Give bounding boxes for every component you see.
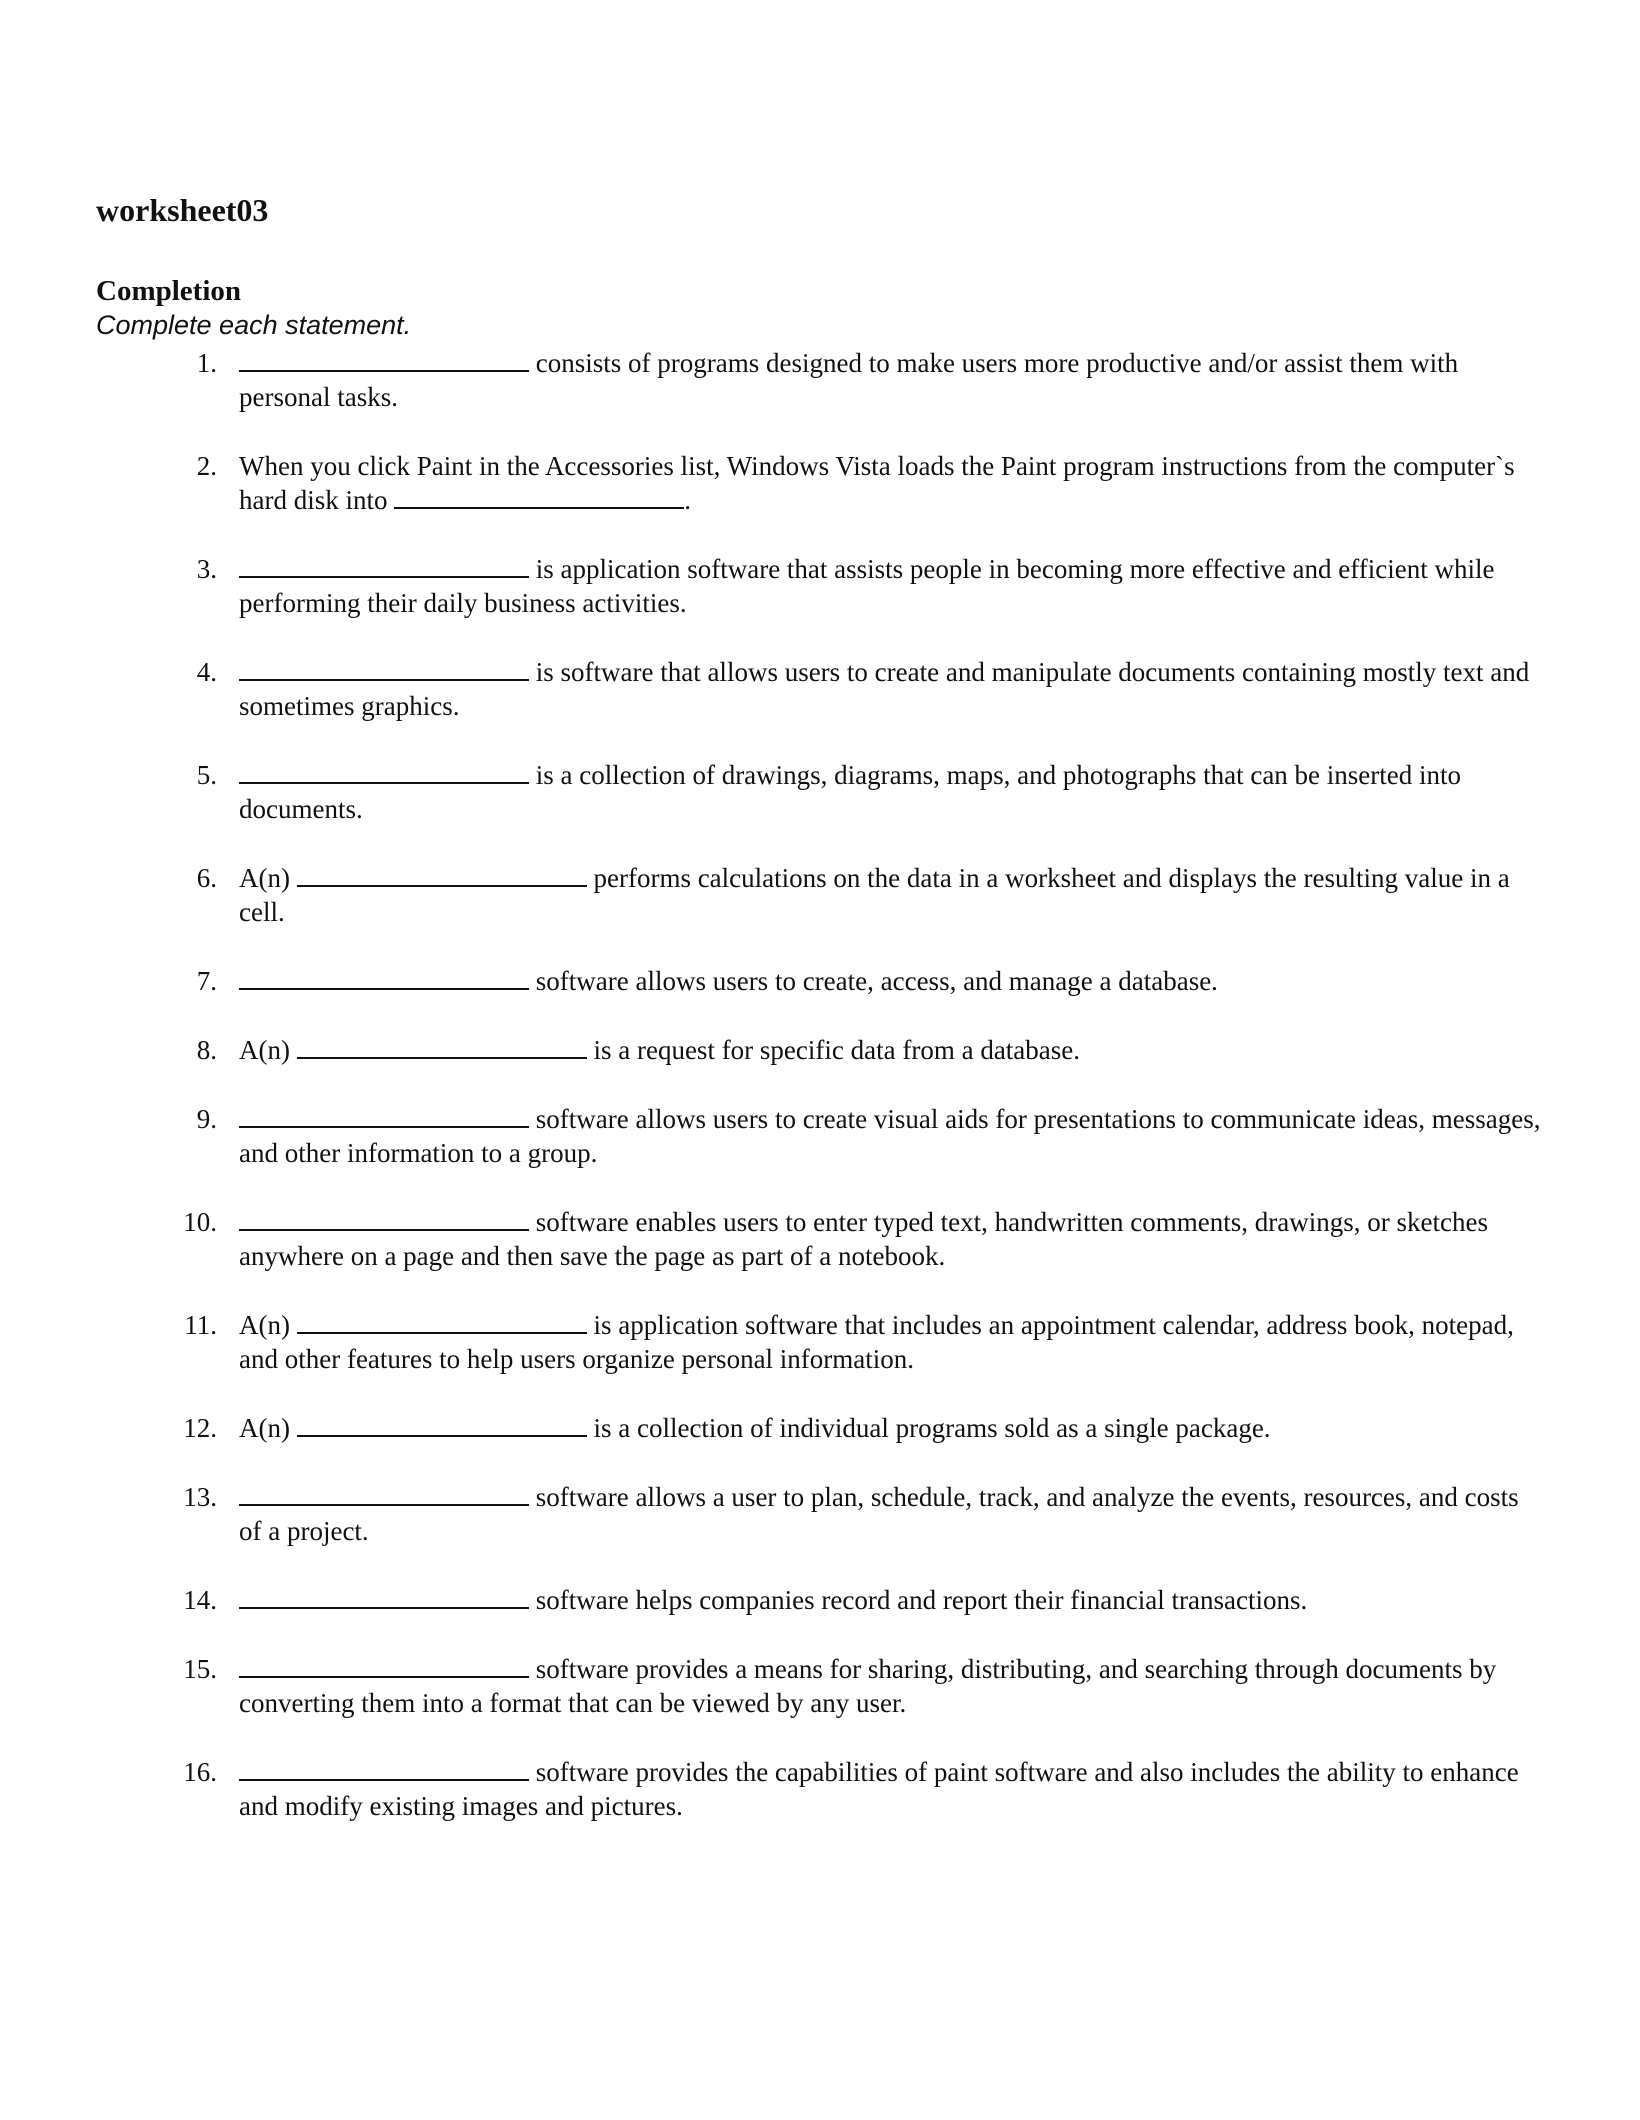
answer-blank[interactable] [239, 1755, 529, 1781]
section-heading: Completion [96, 275, 241, 307]
question-number: 10. [183, 1207, 217, 1237]
question-number: 15. [183, 1654, 217, 1684]
question-item [96, 449, 1546, 517]
question-suffix-text: performs calculations on the data in a worksheet and displays the resulting value in a cell. [239, 863, 1510, 927]
question-suffix-text: . [684, 485, 691, 515]
question-item [96, 758, 1546, 826]
answer-blank[interactable] [239, 552, 529, 578]
answer-blank[interactable] [297, 1033, 587, 1059]
question-number: 12. [183, 1413, 217, 1443]
question-number: 6. [196, 863, 217, 893]
question-number: 13. [183, 1482, 217, 1512]
question-suffix-text: is application software that assists people in becoming more effective and efficient while performing their daily business activities. [239, 554, 1495, 618]
question-number: 4. [196, 657, 217, 687]
question-prefix-text: A(n) [239, 863, 297, 893]
question-item [96, 655, 1546, 723]
answer-blank[interactable] [297, 1308, 587, 1334]
question-number: 7. [196, 966, 217, 996]
answer-blank[interactable] [239, 655, 529, 681]
question-item [96, 1480, 1546, 1548]
answer-blank[interactable] [239, 1583, 529, 1609]
answer-blank[interactable] [297, 861, 587, 887]
question-prefix-text: When you click Paint in the Accessories list, Windows Vista loads the Paint program instructions from the computer`s hard disk into [239, 451, 1515, 515]
question-item [96, 346, 1546, 414]
question-item [96, 1755, 1546, 1823]
answer-blank[interactable] [239, 1480, 529, 1506]
question-number: 14. [183, 1585, 217, 1615]
answer-blank[interactable] [239, 1205, 529, 1231]
question-suffix-text: software enables users to enter typed text, handwritten comments, drawings, or sketches anywhere on a page and then save the page as part of a notebook. [239, 1207, 1488, 1271]
question-suffix-text: is a collection of drawings, diagrams, maps, and photographs that can be inserted into documents. [239, 760, 1462, 824]
worksheet-page [96, 190, 1546, 1858]
question-item [96, 1205, 1546, 1273]
question-suffix-text: consists of programs designed to make users more productive and/or assist them with personal tasks. [239, 348, 1459, 412]
question-item [96, 1033, 1546, 1067]
question-number: 9. [196, 1104, 217, 1134]
question-item [96, 1583, 1546, 1617]
question-suffix-text: software allows users to create, access, and manage a database. [529, 966, 1218, 996]
answer-blank[interactable] [239, 1102, 529, 1128]
question-item [96, 1102, 1546, 1170]
question-suffix-text: software allows users to create visual aids for presentations to communicate ideas, messages, and other information to a group. [239, 1104, 1541, 1168]
question-suffix-text: is software that allows users to create and manipulate documents containing mostly text and sometimes graphics. [239, 657, 1530, 721]
question-number: 3. [196, 554, 217, 584]
question-suffix-text: is a collection of individual programs sold as a single package. [586, 1413, 1271, 1443]
question-item [96, 1652, 1546, 1720]
question-number: 8. [196, 1035, 217, 1065]
question-suffix-text: software provides a means for sharing, distributing, and searching through documents by converting them into a format that can be viewed by any user. [239, 1654, 1497, 1718]
answer-blank[interactable] [239, 964, 529, 990]
question-suffix-text: software allows a user to plan, schedule, track, and analyze the events, resources, and costs of a project. [239, 1482, 1519, 1546]
question-suffix-text: software helps companies record and report their financial transactions. [529, 1585, 1308, 1615]
answer-blank[interactable] [239, 758, 529, 784]
question-suffix-text: software provides the capabilities of paint software and also includes the ability to enhance and modify existing images and pictures. [239, 1757, 1519, 1821]
question-suffix-text: is application software that includes an appointment calendar, address book, notepad, and other features to help users organize personal information. [239, 1310, 1514, 1374]
instructions-text: Complete each statement. [96, 310, 412, 340]
question-number: 16. [183, 1757, 217, 1787]
question-number: 2. [196, 451, 217, 481]
question-suffix-text: is a request for specific data from a database. [586, 1035, 1081, 1065]
answer-blank[interactable] [394, 483, 684, 509]
question-prefix-text: A(n) [239, 1035, 297, 1065]
answer-blank[interactable] [239, 346, 529, 372]
question-prefix-text: A(n) [239, 1310, 297, 1340]
question-item [96, 1411, 1546, 1445]
question-prefix-text: A(n) [239, 1413, 297, 1443]
question-item [96, 964, 1546, 998]
question-number: 5. [196, 760, 217, 790]
document-title: worksheet03 [96, 192, 269, 228]
question-list [96, 346, 1546, 1823]
question-item [96, 552, 1546, 620]
question-item [96, 1308, 1546, 1376]
question-number: 1. [196, 348, 217, 378]
answer-blank[interactable] [297, 1411, 587, 1437]
answer-blank[interactable] [239, 1652, 529, 1678]
question-item [96, 861, 1546, 929]
question-number: 11. [184, 1310, 217, 1340]
